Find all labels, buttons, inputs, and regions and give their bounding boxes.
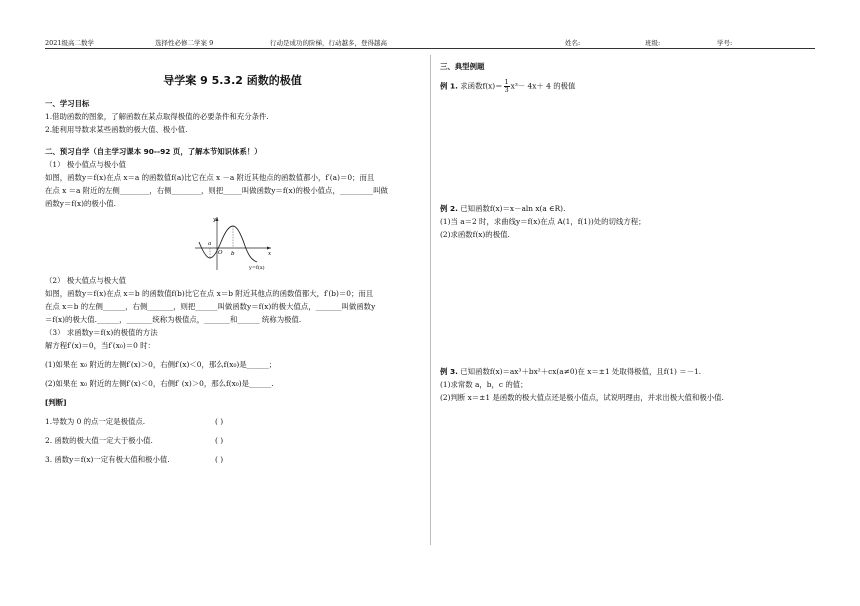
judge-question: 1.导数为 0 的点一定是极值点.	[45, 417, 146, 426]
judge-question: 2. 函数的极大值一定大于极小值.	[45, 436, 153, 445]
minimum-line: 如图，函数y＝f(x)在点 x＝a 的函数值f(a)比它在点 x －a 附近其他点的函数值都小，f′(a)＝0；而且	[45, 173, 375, 182]
page-title: 导学案 9 5.3.2 函数的极值	[163, 74, 302, 87]
fraction-denominator: 3	[504, 86, 509, 94]
section-examples-title: 三、典型例题	[440, 62, 485, 71]
example-3-line: (2)判断 x＝±1 是函数的极大值点还是极小值点，试说明理由，并求出极大值和极小值.	[440, 393, 724, 402]
judge-item	[45, 434, 420, 447]
header-id: 学号:	[717, 39, 733, 47]
header-name: 姓名:	[565, 39, 581, 47]
header-class: 班级:	[645, 39, 661, 47]
left-column	[45, 70, 420, 466]
example-1-text-pre: 求函数f(x)＝	[460, 81, 503, 91]
maximum-line: 如图，函数y＝f(x)在点 x＝b 的函数值f(b)比它在点 x＝b 附近其他点的函数值都大，f′(b)＝0；而且	[45, 289, 374, 298]
minimum-line: 在点 x ＝a 附近的左侧________，右侧________，则把_____叫做函数y＝f(x)的极小值点，_________叫做	[45, 186, 388, 195]
graph-y-label: y	[212, 217, 216, 223]
goal-item: 1.借助函数的图象，了解函数在某点取得极值的必要条件和充分条件.	[45, 112, 269, 121]
example-2-label: 例 2.	[440, 204, 458, 213]
example-3-label: 例 3.	[440, 367, 458, 376]
minimum-line: 函数y＝f(x)的极小值.	[45, 199, 116, 208]
example-2-line: 已知函数f(x)＝x－aln x(a ∈R).	[460, 204, 566, 213]
maximum-heading: （2） 极大值点与极大值	[45, 276, 126, 285]
header-grade: 2021级高二数学	[45, 39, 95, 47]
example-1-label: 例 1.	[440, 81, 458, 91]
graph-origin-label: O	[217, 250, 223, 256]
maximum-line: 在点 x＝b 的左侧______，右侧_______，则把______叫做函数y＝f(x)的极大值点，_______叫做函数y	[45, 302, 376, 311]
page-header	[45, 38, 815, 49]
right-column	[440, 60, 820, 404]
judge-title: [判断]	[45, 398, 67, 407]
example-2-line: (1)当 a＝2 时，求曲线y＝f(x)在点 A(1，f(1))处的切线方程；	[440, 217, 646, 226]
graph-function-label: y=f(x)	[248, 265, 265, 271]
method-line: 解方程f′(x)＝0，当f′(x₀)＝0 时：	[45, 341, 155, 350]
example-3-line: (1)求常数 a，b，c 的值；	[440, 380, 528, 389]
example-2	[440, 202, 820, 215]
judge-answer-blank: ( )	[215, 455, 224, 464]
example-2-line: (2)求函数f(x)的极值.	[440, 230, 510, 239]
example-3-line: 已知函数f(x)＝ax³＋bx²＋cx(a≠0)在 x＝±1 处取得极值，且f(1) ＝－1.	[460, 367, 702, 376]
maximum-line: ＝f(x)的极大值.______，_______统称为极值点，_______和______ 统称为极值.	[45, 315, 302, 324]
section-preview-title: 二、预习自学（自主学习课本 90--92 页，了解本节知识体系！）	[45, 147, 262, 156]
method-line: (2)如果在 x₀ 附近的左侧f′(x)＜0，右侧f′ (x)＞0，那么f(x₀)是______.	[45, 379, 274, 388]
example-1	[440, 79, 820, 94]
graph-x-label: x	[267, 251, 271, 257]
graph-b-label: b	[230, 251, 235, 257]
fraction	[504, 79, 510, 94]
goal-item: 2.能利用导数求某些函数的极大值、极小值.	[45, 125, 188, 134]
judge-answer-blank: ( )	[215, 436, 224, 445]
judge-item	[45, 453, 420, 466]
header-book: 选择性必修二学案 9	[155, 39, 214, 47]
section-goals-title: 一、学习目标	[45, 99, 90, 108]
judge-item	[45, 415, 420, 428]
method-heading: （3） 求函数y＝f(x)的极值的方法	[45, 328, 158, 337]
column-divider	[430, 55, 431, 545]
header-motto: 行动是成功的阶梯，行动越多，登得越高	[270, 39, 387, 47]
graph-a-label: a	[207, 241, 211, 247]
fraction-numerator: 1	[504, 78, 509, 86]
minimum-heading: （1） 极小值点与极小值	[45, 160, 126, 169]
example-1-text-post: x³－ 4x＋ 4 的极值	[510, 81, 576, 91]
function-graph	[193, 214, 273, 272]
method-line: (1)如果在 x₀ 附近的左侧f′(x)＞0，右侧f′(x)＜0，那么f(x₀)是______；	[45, 360, 277, 369]
judge-answer-blank: ( )	[215, 417, 224, 426]
example-3	[440, 365, 820, 378]
judge-question: 3. 函数y＝f(x)一定有极大值和极小值.	[45, 455, 170, 464]
